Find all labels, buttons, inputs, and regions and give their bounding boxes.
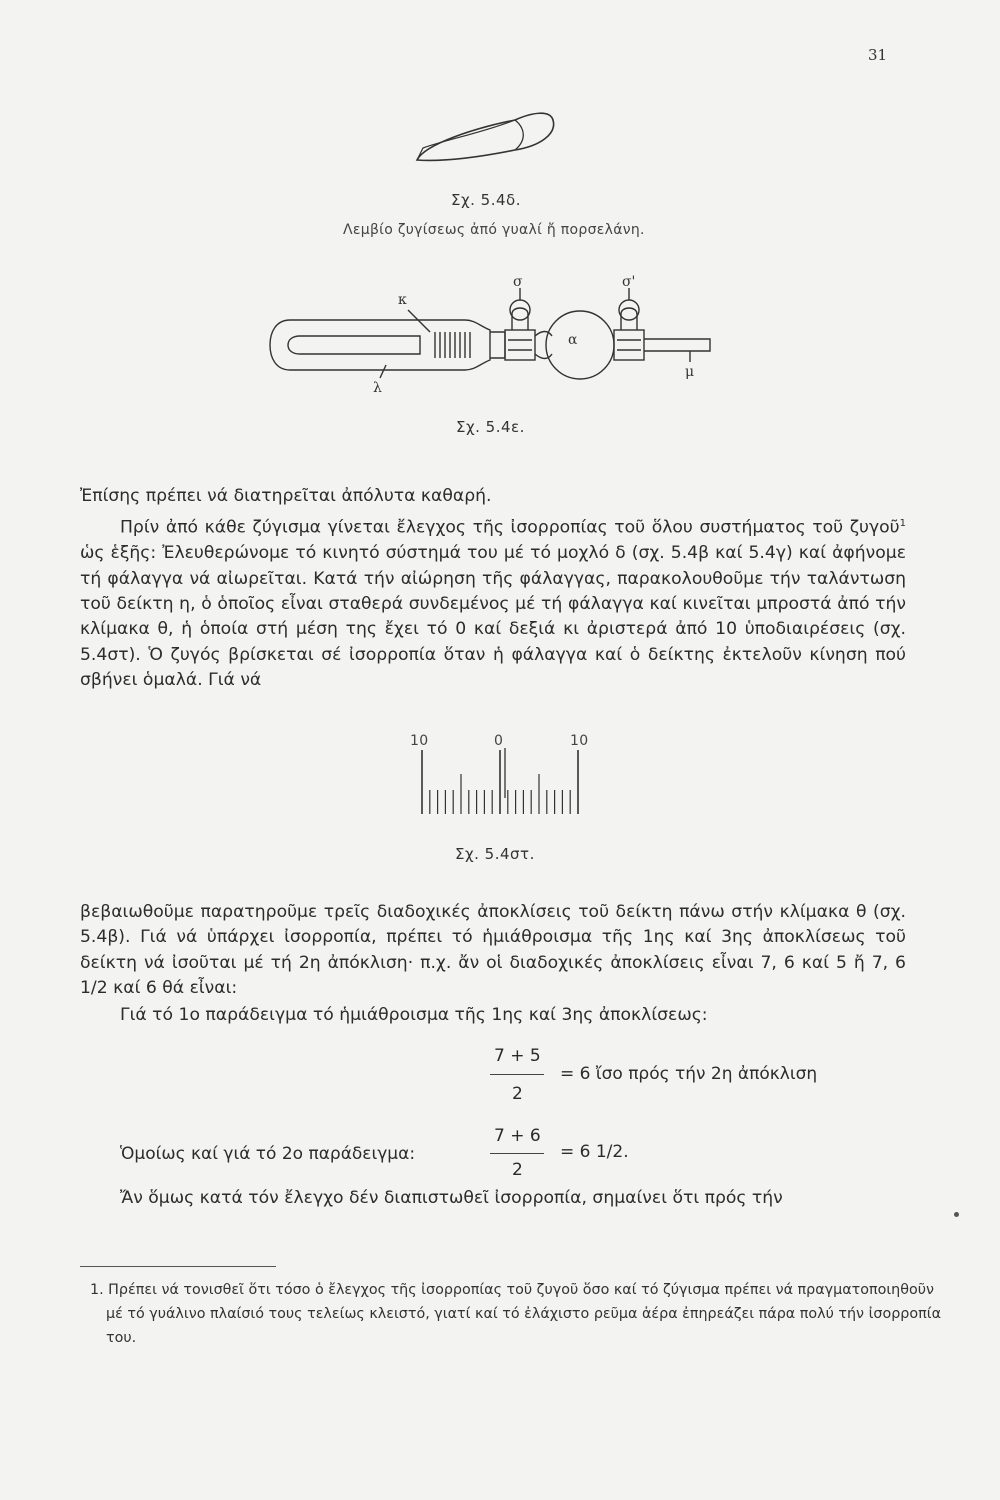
paragraph-2-text-a: Πρίν ἀπό κάθε ζύγισμα γίνεται ἔλεγχος τῆς ἰσορροπίας τοῦ ὅλου συστήματος τοῦ ζυγοῦ	[120, 517, 900, 538]
footnote: 1. Πρέπει νά τονισθεῖ ὅτι τόσο ὁ ἔλεγχος τῆς ἰσορροπίας τοῦ ζυγοῦ ὅσο καί τό ζύγισμα πρέπει νά πραγματοποιηθοῦν μέ τό γυάλινο πλαίσιό τους τελείως κλειστό, γιατί καί τό ἐλάχιστο ρεῦμα ἀέρα ἐπηρεάζει πάρα πολύ τήν ἰσορροπία του.	[90, 1282, 941, 1346]
scale-label-center: 0	[494, 733, 504, 749]
weighing-boat-illustration	[405, 100, 565, 180]
equation-1-numerator: 7 + 5	[494, 1046, 541, 1066]
equation-1-denominator: 2	[512, 1084, 523, 1104]
footnote-ref: 1	[899, 518, 906, 529]
figure-5-4st-title: Σχ. 5.4στ.	[455, 845, 535, 863]
label-lambda: λ	[373, 380, 382, 396]
equation-1-fraction-bar	[490, 1074, 544, 1075]
glass-apparatus-illustration	[260, 270, 730, 400]
equation-2-prefix: Ὁμοίως καί γιά τό 2ο παράδειγμα:	[120, 1144, 416, 1164]
equation-2-result: = 6 1/2.	[560, 1142, 629, 1162]
paragraph-2-text-b: ὡς ἑξῆς: Ἐλευθερώνομε τό κινητό σύστημά του μέ τό μοχλό δ (σχ. 5.4β καί 5.4γ) καί ἀφήνομε τή φάλαγγα νά αἰωρεῖται. Κατά τήν αἰώρηση τῆς φάλαγγας, παρακολουθοῦμε τήν ταλάντωση τοῦ δείκτη η, ὁ ὁποῖος εἶναι σταθερά συνδεμένος μέ τή φάλαγγα καί κινεῖται μπροστά ἀπό τήν κλίμακα θ, ἡ ὁποία στή μέση της ἔχει τό 0 καί δεξιά κι ἀριστερά ἀπό 10 ὑποδιαιρέσεις (σχ. 5.4στ). Ὁ ζυγός βρίσκεται σέ ἰσορροπία ὅταν ἡ φάλαγγα καί ὁ δείκτης ἐκτελοῦν κίνηση πού σβήνει ὁμαλά. Γιά νά	[80, 543, 906, 691]
paragraph-4	[80, 1003, 906, 1028]
label-sigma-1: σ	[513, 274, 523, 290]
paragraph-2	[80, 511, 906, 694]
paragraph-5	[80, 1186, 906, 1211]
equation-2-numerator: 7 + 6	[494, 1126, 541, 1146]
scale-label-right: 10	[570, 733, 589, 749]
paragraph-5-text: Ἄν ὅμως κατά τόν ἔλεγχο δέν διαπιστωθεῖ ἰσορροπία, σημαίνει ὅτι πρός τήν	[120, 1188, 783, 1208]
label-sigma-2: σ'	[622, 274, 636, 290]
paragraph-4-text: Γιά τό 1ο παράδειγμα τό ἡμιάθροισμα τῆς 1ης καί 3ης ἀποκλίσεως:	[120, 1005, 708, 1025]
figure-5-4d-caption: Λεμβίο ζυγίσεως ἀπό γυαλί ἤ πορσελάνη.	[343, 222, 645, 238]
paragraph-3-text: βεβαιωθοῦμε παρατηροῦμε τρεῖς διαδοχικές ἀποκλίσεις τοῦ δείκτη πάνω στήν κλίμακα θ (σχ. 5.4β). Γιά νά ὑπάρχει ἰσορροπία, πρέπει τό ἡμιάθροισμα τῆς 1ης καί 3ης ἀποκλίσεως τοῦ δείκτη νά ἰσοῦται μέ τή 2η ἀπόκλιση· π.χ. ἄν οἱ διαδοχικές ἀποκλίσεις εἶναι 7, 6 καί 5 ἤ 7, 6 1/2 καί 6 θά εἶναι:	[80, 902, 906, 999]
equation-2-denominator: 2	[512, 1160, 523, 1180]
scan-artifact-dot	[954, 1212, 959, 1217]
equation-2-fraction-bar	[490, 1153, 544, 1154]
balance-scale-illustration	[410, 748, 590, 820]
label-mu: μ	[685, 364, 695, 380]
scale-label-left: 10	[410, 733, 429, 749]
footnote-rule	[80, 1266, 276, 1267]
figure-5-4e-title: Σχ. 5.4ε.	[456, 418, 525, 436]
page-number: 31	[868, 46, 888, 64]
paragraph-3	[80, 900, 906, 1002]
label-alpha: α	[568, 332, 578, 348]
paragraph-1-text: Ἐπίσης πρέπει νά διατηρεῖται ἀπόλυτα καθαρή.	[80, 486, 492, 506]
equation-1-result: = 6 ἴσο πρός τήν 2η ἀπόκλιση	[560, 1064, 818, 1084]
label-kappa: κ	[398, 292, 407, 308]
figure-5-4d-title: Σχ. 5.4δ.	[451, 191, 521, 209]
paragraph-1	[80, 484, 906, 509]
